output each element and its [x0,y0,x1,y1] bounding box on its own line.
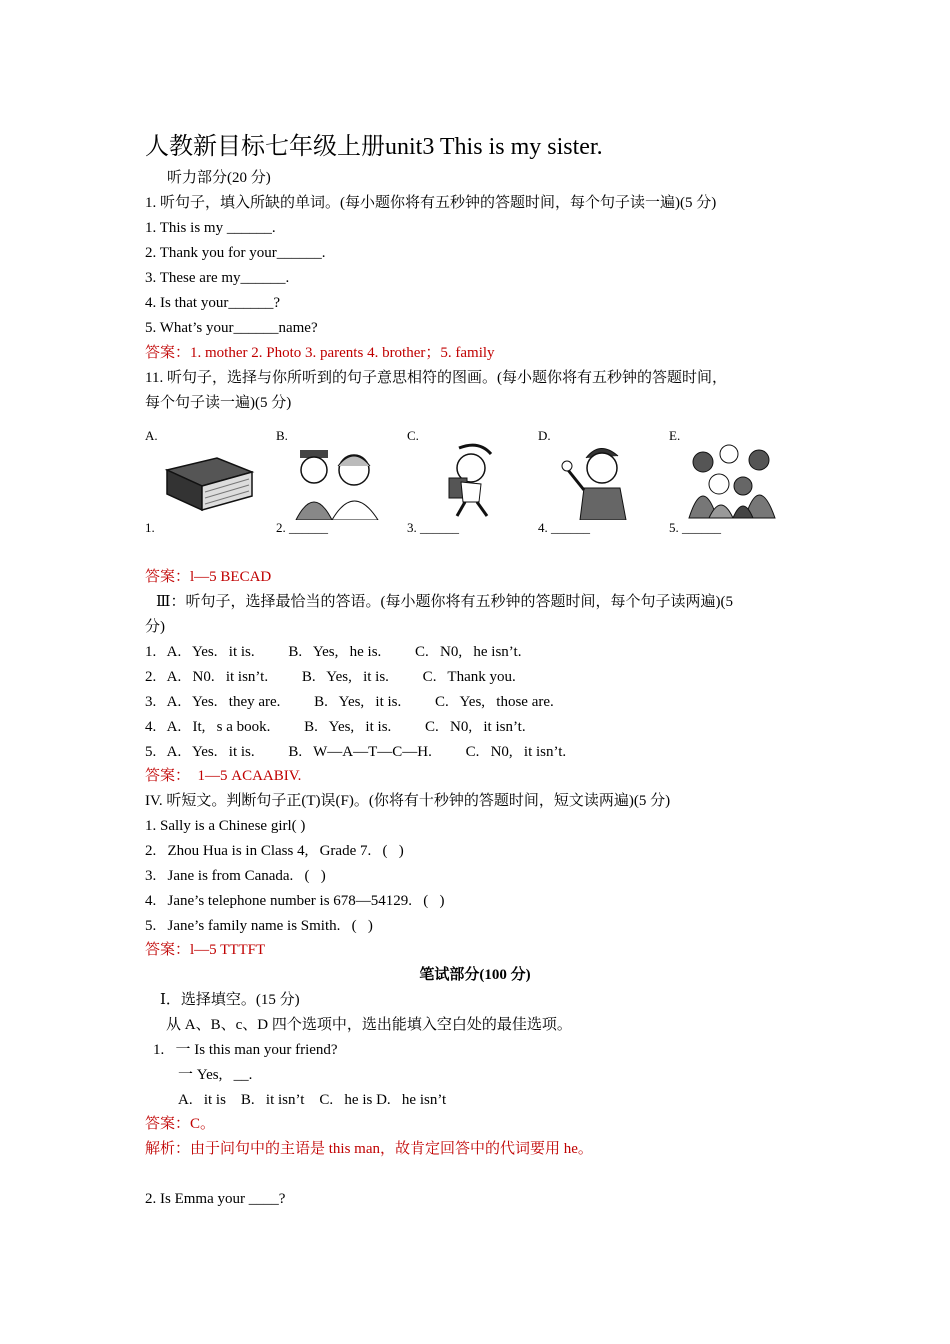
question-2: 2. Is Emma your ____? [145,1191,286,1207]
picture-number: 4. ______ [538,520,590,535]
picture-number: 2. ______ [276,520,328,535]
picture-c [407,428,522,536]
part3-item: 2. A. N0. it isn’t. B. Yes, it is. C. Thank you. [145,669,516,685]
picture-d [538,428,653,536]
part4-item: 3. Jane is from Canada. ( ) [145,868,326,884]
listening-heading: 听力部分(20 分) [167,170,271,186]
part3-instruction: 分) [145,619,165,635]
picture-a [145,428,260,536]
picture-b [276,428,391,536]
family-icon [681,440,781,520]
part4-answer: 答案：l—5 TTTFT [145,942,266,958]
section1-instruction: 从 A、B、c、D 四个选项中，选出能填入空白处的最佳选项。 [166,1017,572,1033]
part3-item: 4. A. It, s a book. B. Yes, it is. C. N0, it isn’t. [145,719,526,735]
picture-letter: A. [145,428,158,443]
question-1-response: 一 Yes, __. [178,1067,253,1083]
part1-instruction: 1. 听句子，填入所缺的单词。(每小题你将有五秒钟的答题时间，每个句子读一遍)(5 分) [145,195,717,211]
part1-item: 4. Is that your______? [145,295,280,311]
question-1-analysis: 解析：由于问句中的主语是 this man，故肯定回答中的代词要用 he。 [145,1141,593,1157]
part2-answer: 答案：l—5 BECAD [145,569,272,585]
question-1-answer: 答案：C。 [145,1116,216,1132]
part4-item: 5. Jane’s family name is Smith. ( ) [145,918,373,934]
running-boy-icon [419,440,519,520]
picture-number: 5. ______ [669,520,721,535]
picture-letter: E. [669,428,681,443]
part1-item: 3. These are my______. [145,270,290,286]
page-title: 人教新目标七年级上册unit3 This is my sister. [145,134,603,160]
part1-item: 2. Thank you for your______. [145,245,326,261]
part3-item: 5. A. Yes. it is. B. W—A—T—C—H. C. N0, it isn’t. [145,744,567,760]
picture-number: 3. ______ [407,520,459,535]
part1-item: 5. What’s your______name? [145,320,318,336]
question-1-options: A. it is B. it isn’t C. he is D. he isn’t [178,1092,447,1108]
waving-boy-icon [550,440,650,520]
part1-answer: 答案：1. mother 2. Photo 3. parents 4. brother；5. family [145,345,495,361]
part4-item: 4. Jane’s telephone number is 678—54129. ( ) [145,893,445,909]
part3-answer: 答案： 1—5 ACAABIV. [145,768,302,784]
part3-instruction: Ⅲ：听句子，选择最恰当的答语。(每小题你将有五秒钟的答题时间，每个句子读两遍)(5 [156,594,733,610]
question-1: 1. 一 Is this man your friend? [153,1042,338,1058]
book-icon [157,440,257,520]
part4-instruction: IV. 听短文。判断句子正(T)误(F)。(你将有十秒钟的答题时间，短文读两遍)(5 分) [145,793,671,809]
picture-letter: C. [407,428,419,443]
part4-item: 1. Sally is a Chinese girl( ) [145,818,306,834]
part4-item: 2. Zhou Hua is in Class 4, Grade 7. ( ) [145,843,404,859]
part1-item: 1. This is my ______. [145,220,276,236]
part2-instruction: 每个句子读一遍)(5 分) [145,395,292,411]
picture-e [669,428,784,536]
part2-instruction: 11. 听句子，选择与你所听到的句子意思相符的图画。(每小题你将有五秒钟的答题时间， [145,370,727,386]
part3-item: 3. A. Yes. they are. B. Yes, it is. C. Yes, those are. [145,694,554,710]
picture-letter: D. [538,428,551,443]
part3-item: 1. A. Yes. it is. B. Yes, he is. C. N0, he isn’t. [145,644,522,660]
picture-number: 1. [145,520,155,535]
section1-title: Ⅰ．选择填空。(15 分) [160,992,300,1008]
picture-letter: B. [276,428,288,443]
written-heading: 笔试部分(100 分) [419,967,531,983]
grandparents-icon [288,440,388,520]
